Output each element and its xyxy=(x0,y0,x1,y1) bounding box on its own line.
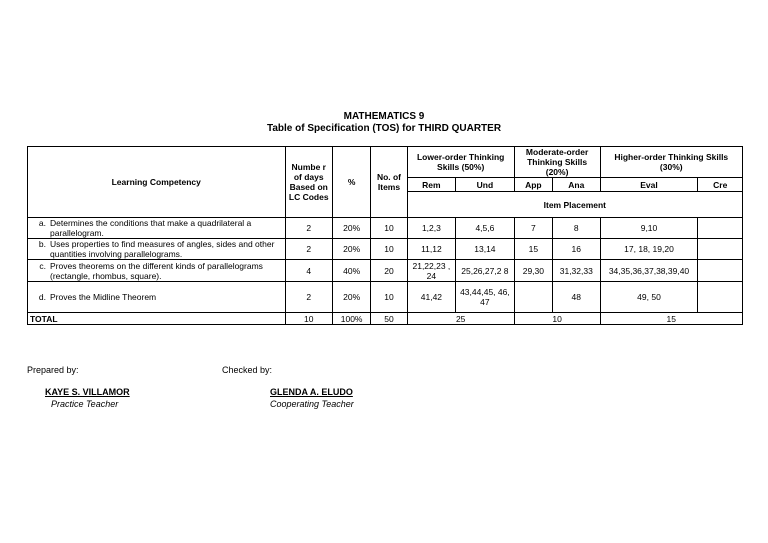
table-row xyxy=(28,260,743,282)
cell-cre xyxy=(698,218,743,239)
cell-percent: 20% xyxy=(332,282,370,313)
cell-rem: 1,2,3 xyxy=(407,218,455,239)
header-percent: % xyxy=(332,147,370,218)
cell-cre xyxy=(698,282,743,313)
cell-days: 4 xyxy=(285,260,332,282)
competency-text: Uses properties to find measures of angles, sides and other quantities involving parallelograms. xyxy=(50,239,275,259)
cell-app: 7 xyxy=(514,218,552,239)
competency-letter: a. xyxy=(38,218,46,228)
subheader-eval: Eval xyxy=(600,178,698,192)
competency-text: Proves theorems on the different kinds of parallelograms (rectangle, rhombus, square). xyxy=(50,260,263,281)
cell-eval: 34,35,36,37,38,39,40 xyxy=(600,260,698,282)
cell-ana: 31,32,33 xyxy=(553,260,600,282)
cell-rem: 11,12 xyxy=(407,239,455,260)
table-row xyxy=(28,218,743,239)
header-higher-order: Higher-order Thinking Skills (30%) xyxy=(600,147,742,178)
cell-percent: 20% xyxy=(332,239,370,260)
header-items: No. of Items xyxy=(371,147,407,218)
cell-percent: 20% xyxy=(332,218,370,239)
checked-by-name: GLENDA A. ELUDO xyxy=(270,387,353,397)
cell-ana: 16 xyxy=(553,239,600,260)
table-row xyxy=(28,239,743,260)
cell-cre xyxy=(698,239,743,260)
total-items: 50 xyxy=(371,313,407,325)
cell-cre xyxy=(698,260,743,282)
subheader-ana: Ana xyxy=(553,178,600,192)
cell-days: 2 xyxy=(285,218,332,239)
total-higher: 15 xyxy=(600,313,742,325)
prepared-by-name: KAYE S. VILLAMOR xyxy=(45,387,130,397)
cell-app xyxy=(514,282,552,313)
cell-items: 20 xyxy=(371,260,407,282)
cell-items: 10 xyxy=(371,218,407,239)
cell-ana: 8 xyxy=(553,218,600,239)
total-row xyxy=(28,313,743,325)
total-moderate: 10 xyxy=(514,313,600,325)
subheader-app: App xyxy=(514,178,552,192)
cell-und: 25,26,27,2 8 xyxy=(456,260,515,282)
cell-ana: 48 xyxy=(553,282,600,313)
cell-und: 43,44,45, 46, 47 xyxy=(456,282,515,313)
total-days: 10 xyxy=(285,313,332,325)
cell-items: 10 xyxy=(371,239,407,260)
subheader-und: Und xyxy=(456,178,515,192)
checked-by-label: Checked by: xyxy=(222,365,273,375)
cell-eval: 9,10 xyxy=(600,218,698,239)
competency-letter: b. xyxy=(38,239,46,249)
cell-eval: 17, 18, 19,20 xyxy=(600,239,698,260)
header-days: Numbe r of days Based on LC Codes xyxy=(285,147,332,218)
competency-letter: d. xyxy=(38,292,46,302)
tos-table xyxy=(27,146,743,325)
table-row xyxy=(28,282,743,313)
total-lower: 25 xyxy=(407,313,514,325)
cell-app: 29,30 xyxy=(514,260,552,282)
header-lower-order: Lower-order Thinking Skills (50%) xyxy=(407,147,514,178)
cell-und: 4,5,6 xyxy=(456,218,515,239)
document-title: MATHEMATICS 9 xyxy=(343,111,425,122)
document-subtitle: Table of Specification (TOS) for THIRD QUARTER xyxy=(266,123,502,134)
header-item-placement: Item Placement xyxy=(407,192,742,218)
prepared-by-role: Practice Teacher xyxy=(51,399,119,409)
total-label: TOTAL xyxy=(28,313,286,325)
cell-rem: 41,42 xyxy=(407,282,455,313)
cell-eval: 49, 50 xyxy=(600,282,698,313)
cell-app: 15 xyxy=(514,239,552,260)
competency-letter: c. xyxy=(39,260,46,271)
cell-rem: 21,22,23 , 24 xyxy=(407,260,455,282)
cell-items: 10 xyxy=(371,282,407,313)
total-percent: 100% xyxy=(332,313,370,325)
cell-days: 2 xyxy=(285,239,332,260)
cell-percent: 40% xyxy=(332,260,370,282)
competency-text: Determines the conditions that make a quadrilateral a parallelogram. xyxy=(50,218,252,238)
subheader-rem: Rem xyxy=(407,178,455,192)
header-moderate-order: Moderate-order Thinking Skills (20%) xyxy=(514,147,600,178)
subheader-cre: Cre xyxy=(698,178,743,192)
prepared-by-label: Prepared by: xyxy=(27,365,79,375)
competency-text: Proves the Midline Theorem xyxy=(50,292,157,302)
header-learning-competency: Learning Competency xyxy=(28,147,286,218)
cell-days: 2 xyxy=(285,282,332,313)
checked-by-role: Cooperating Teacher xyxy=(270,399,354,409)
cell-und: 13,14 xyxy=(456,239,515,260)
